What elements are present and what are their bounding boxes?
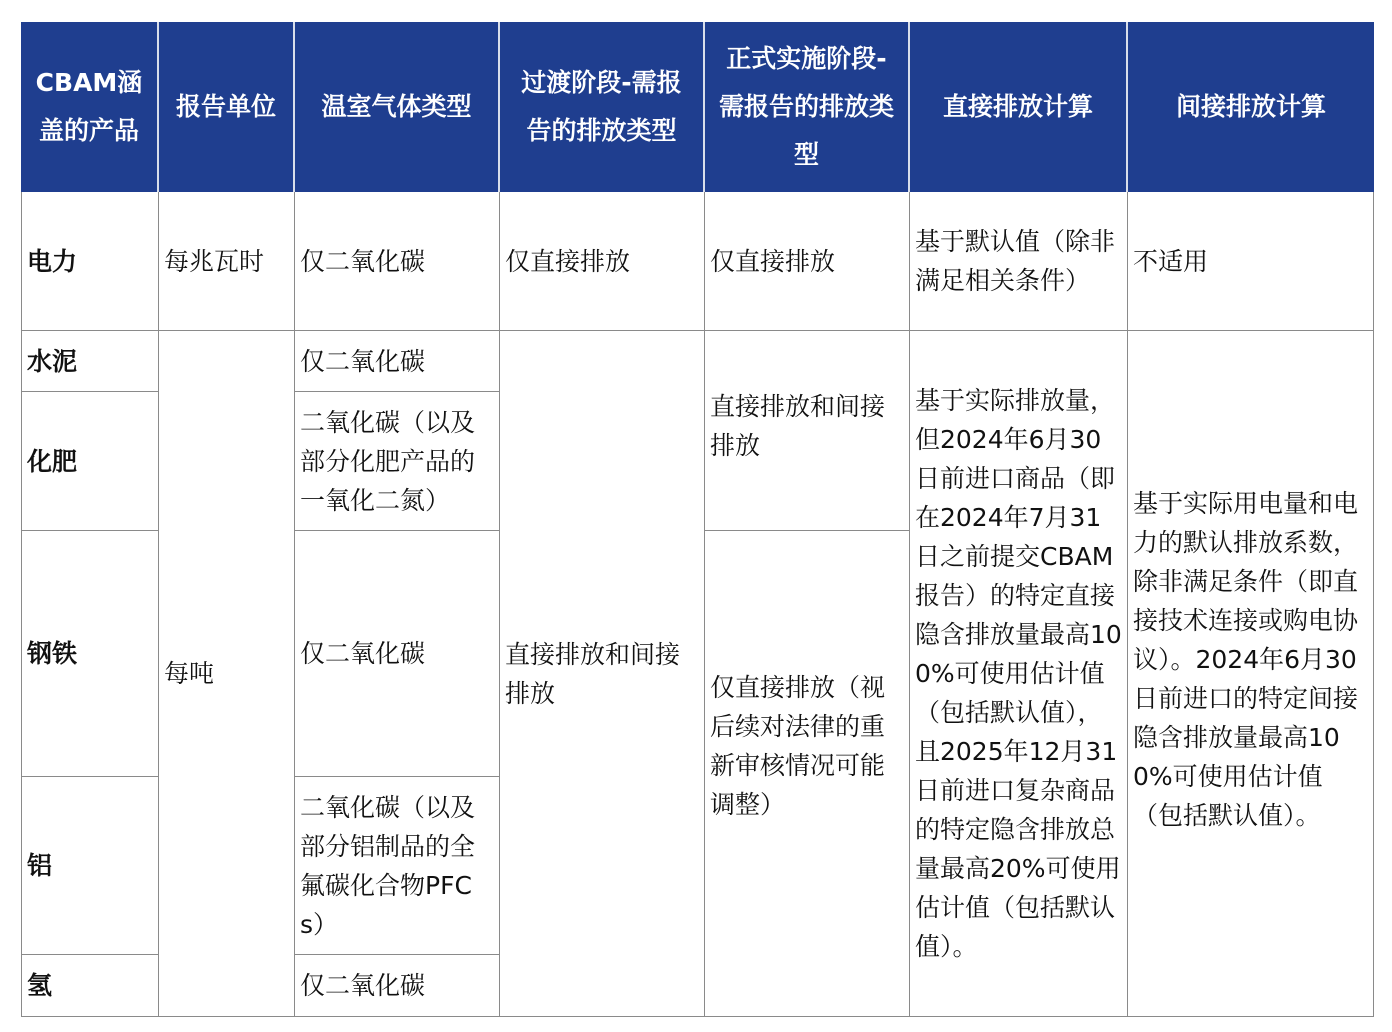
indirect-calc-electricity: 不适用 <box>1128 192 1374 331</box>
product-steel: 钢铁 <box>21 531 159 777</box>
transition-electricity: 仅直接排放 <box>500 192 705 331</box>
header-transition-emissions: 过渡阶段-需报告的排放类型 <box>500 22 705 192</box>
gas-electricity: 仅二氧化碳 <box>295 192 500 331</box>
unit-per-tonne: 每吨 <box>159 331 295 1017</box>
header-gas-type: 温室气体类型 <box>295 22 500 192</box>
gas-cement: 仅二氧化碳 <box>295 331 500 392</box>
product-aluminium: 铝 <box>21 777 159 955</box>
cbam-table <box>21 22 1374 1017</box>
indirect-calc-shared: 基于实际用电量和电力的默认排放系数，除非满足条件（即直接技术连接或购电协议）。2024年6月30日前进口的特定间接隐含排放量最高100%可使用估计值（包括默认值）。 <box>1128 331 1374 1017</box>
gas-steel: 仅二氧化碳 <box>295 531 500 777</box>
product-cement: 水泥 <box>21 331 159 392</box>
formal-cement-fertilizer: 直接排放和间接排放 <box>705 331 910 531</box>
direct-calc-electricity: 基于默认值（除非满足相关条件） <box>910 192 1128 331</box>
gas-hydrogen: 仅二氧化碳 <box>295 955 500 1017</box>
product-fertilizer: 化肥 <box>21 392 159 531</box>
gas-fertilizer: 二氧化碳（以及部分化肥产品的一氧化二氮） <box>295 392 500 531</box>
header-indirect-calc: 间接排放计算 <box>1128 22 1374 192</box>
direct-calc-shared: 基于实际排放量，但2024年6月30日前进口商品（即在2024年7月31日之前提交CBAM报告）的特定直接隐含排放量最高100%可使用估计值（包括默认值），且2025年12月31日前进口复杂商品的特定隐含排放总量最高20%可使用估计值（包括默认值）。 <box>910 331 1128 1017</box>
product-electricity: 电力 <box>21 192 159 331</box>
gas-aluminium: 二氧化碳（以及部分铝制品的全氟碳化合物PFCs） <box>295 777 500 955</box>
transition-shared: 直接排放和间接排放 <box>500 331 705 1017</box>
header-unit: 报告单位 <box>159 22 295 192</box>
formal-electricity: 仅直接排放 <box>705 192 910 331</box>
header-product: CBAM涵盖的产品 <box>21 22 159 192</box>
header-direct-calc: 直接排放计算 <box>910 22 1128 192</box>
unit-electricity: 每兆瓦时 <box>159 192 295 331</box>
product-hydrogen: 氢 <box>21 955 159 1017</box>
formal-other: 仅直接排放（视后续对法律的重新审核情况可能调整） <box>705 531 910 1017</box>
header-formal-emissions: 正式实施阶段-需报告的排放类型 <box>705 22 910 192</box>
